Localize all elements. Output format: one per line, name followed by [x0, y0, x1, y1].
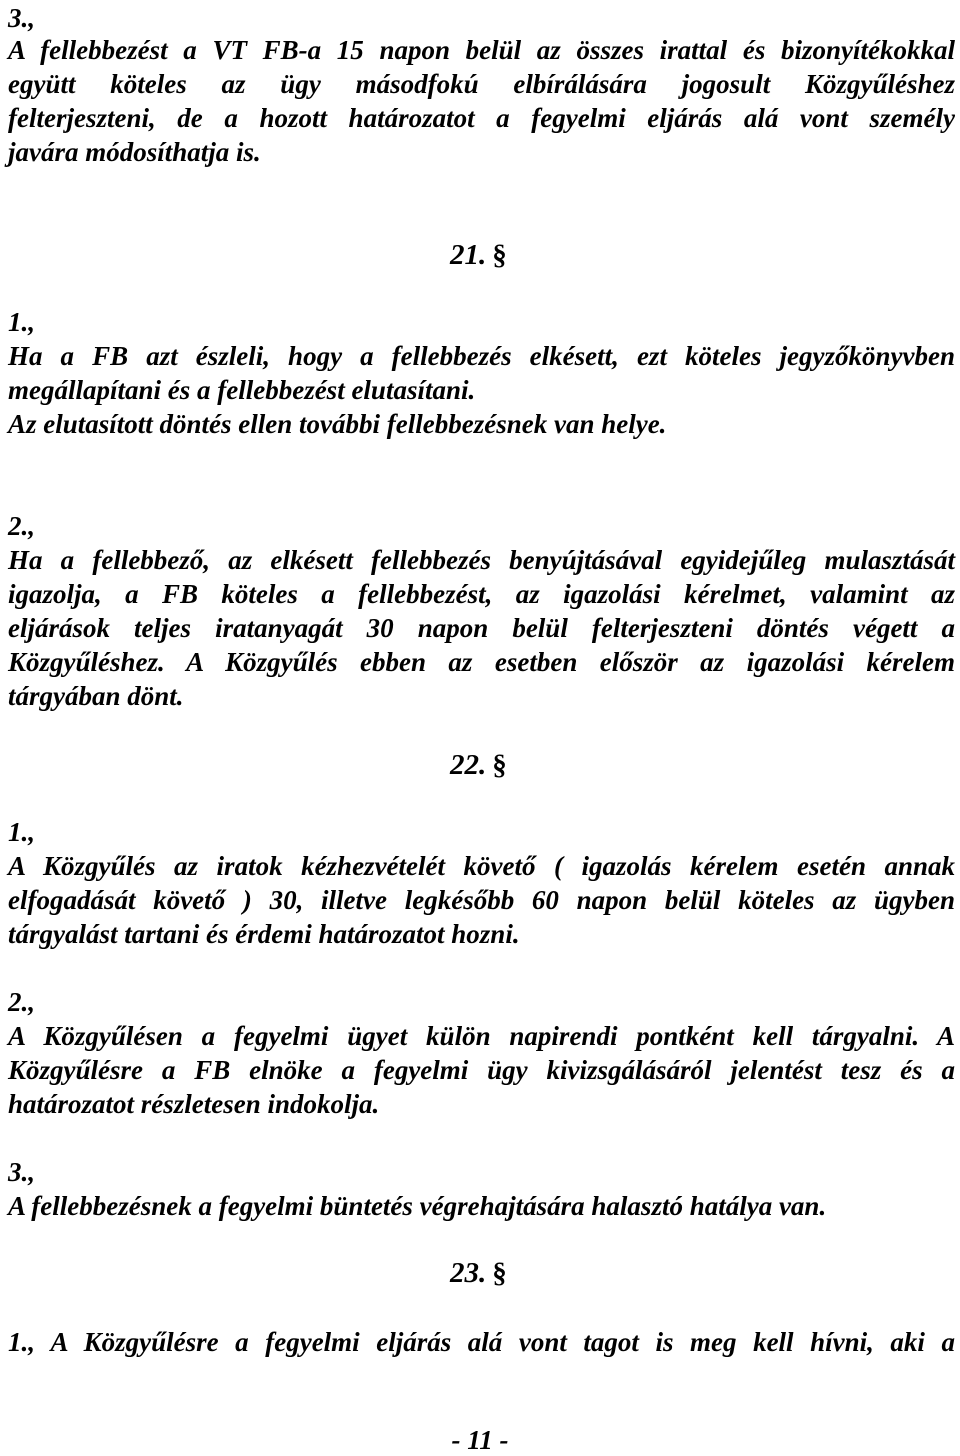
paragraph-line: megállapítani és a fellebbezést elutasítani. — [8, 375, 476, 405]
item-number: 3., — [8, 1157, 35, 1187]
paragraph-line: eljárások teljes iratanyagát 30 napon belül felterjeszteni döntés végett a — [8, 613, 955, 643]
section-heading — [450, 238, 507, 272]
section-sign: § — [492, 749, 507, 781]
paragraph-line: javára módosíthatja is. — [8, 137, 261, 167]
section-number: 22. — [450, 749, 487, 781]
section-sign: § — [492, 1257, 507, 1289]
paragraph-line: elfogadását követő ) 30, illetve legkésőbb 60 napon belül köteles az ügyben — [8, 885, 955, 915]
paragraph-line: tárgyában dönt. — [8, 681, 184, 711]
item-number: 2., — [8, 987, 35, 1017]
item-number: 1., — [8, 307, 35, 337]
item-number: 3., — [8, 3, 35, 33]
paragraph-line: A Közgyűlés az iratok kézhezvételét követő ( igazolás kérelem esetén annak — [8, 851, 955, 881]
paragraph-line: A fellebbezést a VT FB-a 15 napon belül az összes irattal és bizonyítékokkal — [8, 35, 955, 65]
paragraph-line: határozatot részletesen indokolja. — [8, 1089, 380, 1119]
section-sign: § — [492, 239, 507, 271]
item-number: 1., — [8, 817, 35, 847]
paragraph-line: A Közgyűlésen a fegyelmi ügyet külön napirendi pontként kell tárgyalni. A — [8, 1021, 955, 1051]
paragraph-line: Ha a fellebbező, az elkésett fellebbezés benyújtásával egyidejűleg mulasztását — [8, 545, 955, 575]
paragraph-line: felterjeszteni, de a hozott határozatot a fegyelmi eljárás alá vont személy — [8, 103, 955, 133]
item-number: 2., — [8, 511, 35, 541]
section-heading — [450, 748, 507, 782]
paragraph-line: Az elutasított döntés ellen további fellebbezésnek van helye. — [8, 409, 667, 439]
section-number: 23. — [450, 1257, 487, 1289]
paragraph-line: együtt köteles az ügy másodfokú elbírálására jogosult Közgyűléshez — [8, 69, 955, 99]
paragraph-line: 1., A Közgyűlésre a fegyelmi eljárás alá vont tagot is meg kell hívni, aki a — [8, 1327, 955, 1357]
paragraph-line: A fellebbezésnek a fegyelmi büntetés végrehajtására halasztó hatálya van. — [8, 1191, 827, 1221]
paragraph-line: Ha a FB azt észleli, hogy a fellebbezés elkésett, ezt köteles jegyzőkönyvben — [8, 341, 955, 371]
paragraph-line: tárgyalást tartani és érdemi határozatot hozni. — [8, 919, 520, 949]
paragraph-line: igazolja, a FB köteles a fellebbezést, az igazolási kérelmet, valamint az — [8, 579, 955, 609]
section-number: 21. — [450, 239, 487, 271]
paragraph-line: Közgyűlésre a FB elnöke a fegyelmi ügy kivizsgálásáról jelentést tesz és a — [8, 1055, 955, 1085]
section-heading — [450, 1256, 507, 1290]
paragraph-line: Közgyűléshez. A Közgyűlés ebben az esetben először az igazolási kérelem — [8, 647, 955, 677]
page-number: - 11 - — [451, 1425, 509, 1455]
